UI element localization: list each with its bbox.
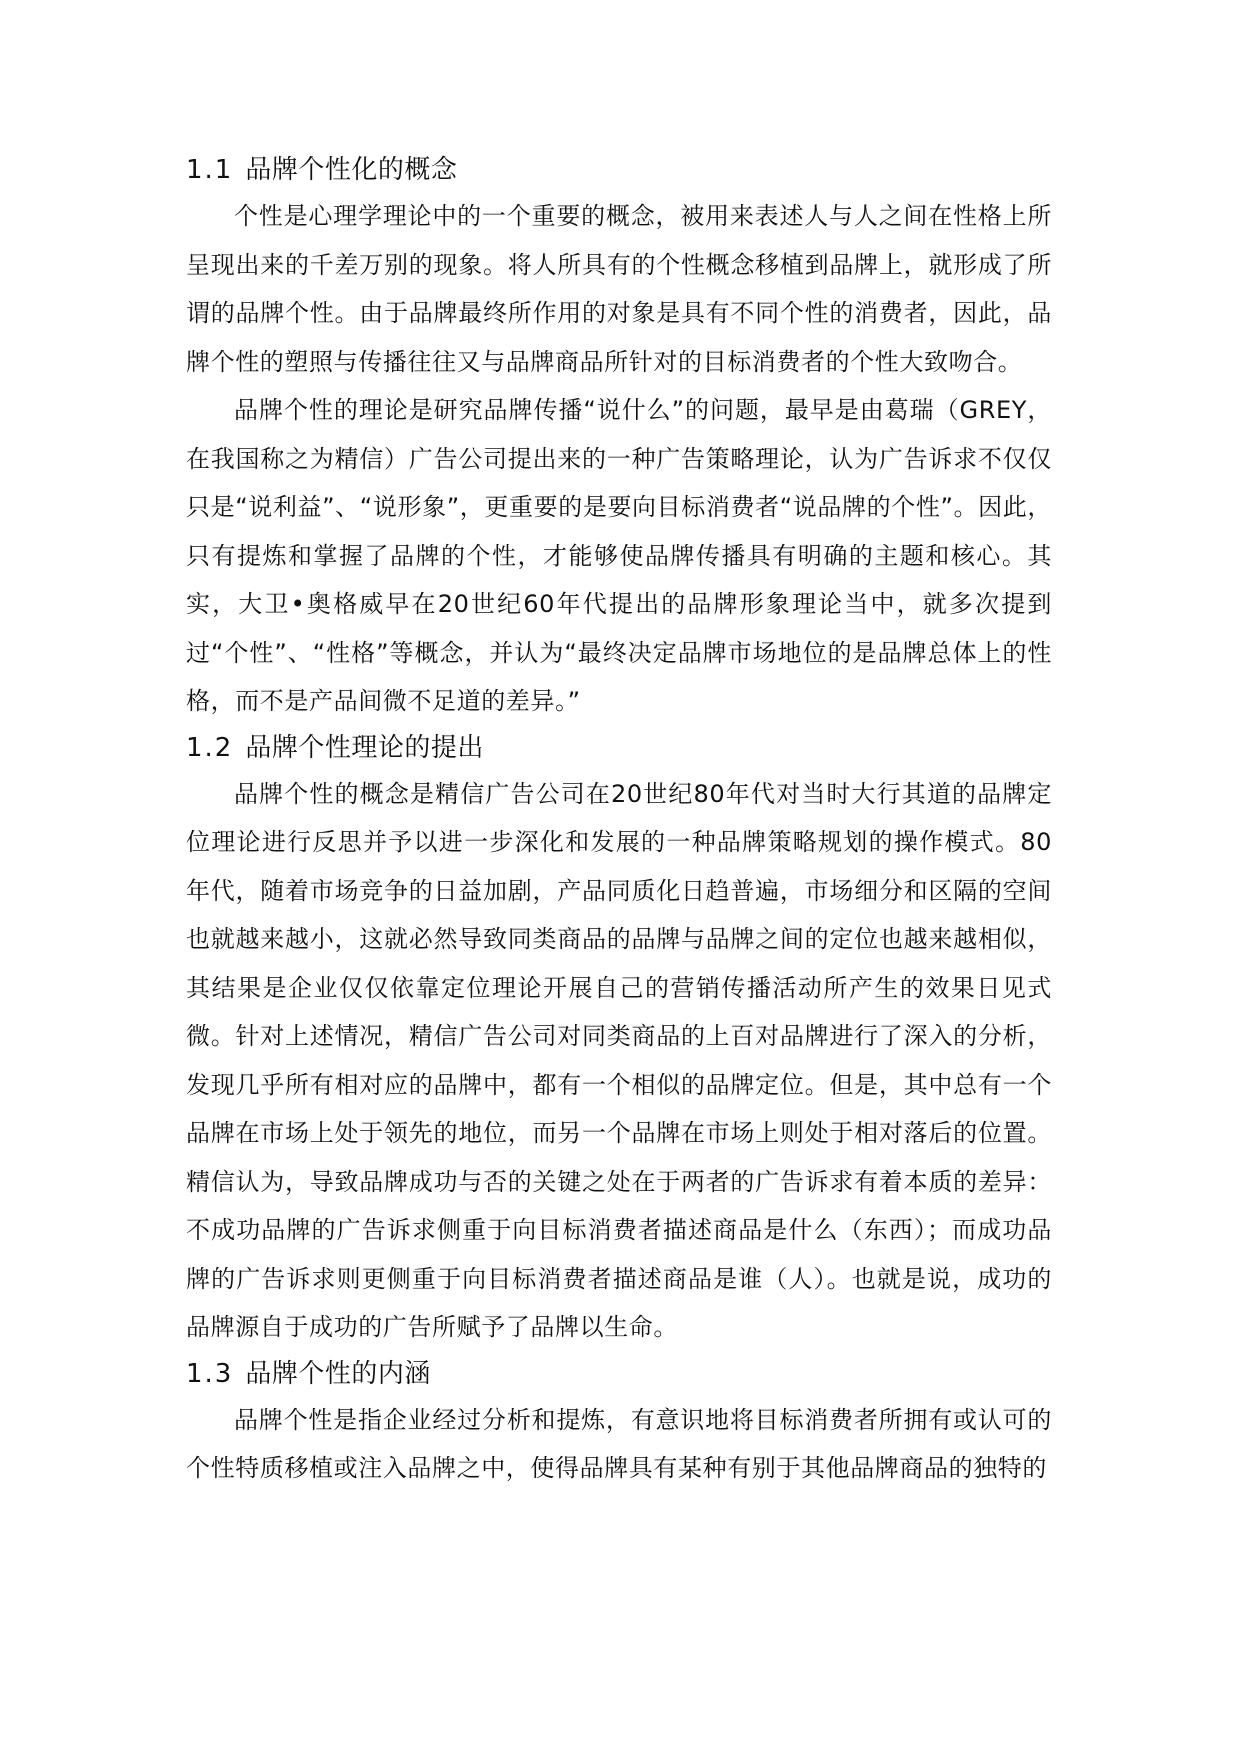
section-number: 1.3 [186, 1358, 234, 1389]
section-heading-1-3 [186, 1354, 1052, 1394]
section-number: 1.1 [186, 155, 234, 185]
section-title: 品牌个性的内涵 [245, 1358, 431, 1389]
section-heading-1-1 [186, 150, 1052, 190]
section-title: 品牌个性理论的提出 [245, 732, 484, 763]
paragraph: 个性是心理学理论中的一个重要的概念，被用来表述人与人之间在性格上所呈现出来的千差万别的现象。将人所具有的个性概念移植到品牌上，就形成了所谓的品牌个性。由于品牌最终所作用的对象是具有不同个性的消费者，因此，品牌个性的塑照与传播往往又与品牌商品所针对的目标消费者的个性大致吻合。 [186, 202, 1052, 376]
document-page [186, 140, 1052, 1493]
section-heading-1-2 [186, 728, 1052, 768]
section-number: 1.2 [186, 732, 234, 763]
section-body-1-1 [186, 192, 1052, 726]
paragraph: 品牌个性的理论是研究品牌传播“说什么”的问题，最早是由葛瑞（GREY，在我国称之为精信）广告公司提出来的一种广告策略理论，认为广告诉求不仅仅只是“说利益”、“说形象”，更重要的是要向目标消费者“说品牌的个性”。因此，只有提炼和掌握了品牌的个性，才能够使品牌传播具有明确的主题和核心。其实，大卫•奥格威早在20世纪60年代提出的品牌形象理论当中，就多次提到过“个性”、“性格”等概念，并认为“最终决定品牌市场地位的是品牌总体上的性格，而不是产品间微不足道的差异。” [186, 396, 1052, 715]
paragraph: 品牌个性的概念是精信广告公司在20世纪80年代对当时大行其道的品牌定位理论进行反思并予以进一步深化和发展的一种品牌策略规划的操作模式。80年代，随着市场竞争的日益加剧，产品同质化日趋普遍，市场细分和区隔的空间也就越来越小，这就必然导致同类商品的品牌与品牌之间的定位也越来越相似，其结果是企业仅仅依靠定位理论开展自己的营销传播活动所产生的效果日见式微。针对上述情况，精信广告公司对同类商品的上百对品牌进行了深入的分析，发现几乎所有相对应的品牌中，都有一个相似的品牌定位。但是，其中总有一个品牌在市场上处于领先的地位，而另一个品牌在市场上则处于相对落后的位置。精信认为，导致品牌成功与否的关键之处在于两者的广告诉求有着本质的差异：不成功品牌的广告诉求侧重于向目标消费者描述商品是什么（东西）；而成功品牌的广告诉求则更侧重于向目标消费者描述商品是谁（人）。也就是说，成功的品牌源自于成功的广告所赋予了品牌以生命。 [186, 779, 1052, 1341]
section-body-1-3 [186, 1396, 1052, 1493]
section-title: 品牌个性化的概念 [245, 155, 458, 185]
paragraph: 品牌个性是指企业经过分析和提炼，有意识地将目标消费者所拥有或认可的个性特质移植或注入品牌之中，使得品牌具有某种有别于其他品牌商品的独特的 [186, 1405, 1052, 1482]
section-body-1-2 [186, 770, 1052, 1352]
